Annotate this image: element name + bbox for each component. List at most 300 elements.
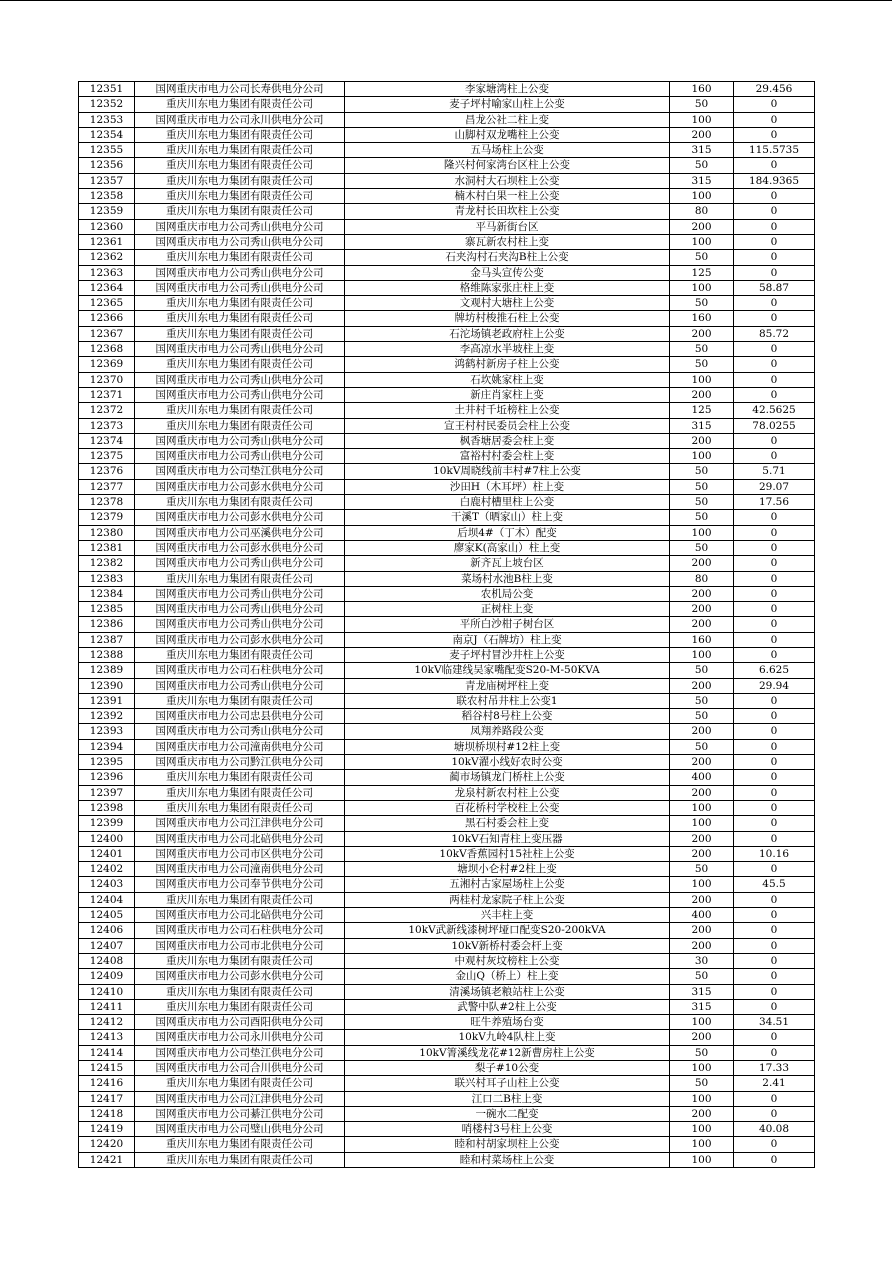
transformer-name-cell: 10kV临建线吴家嘴配变S20-M-50KVA — [345, 663, 670, 678]
transformer-name-cell: 青龙庙树坪柱上变 — [345, 678, 670, 693]
value-cell: 85.72 — [734, 326, 815, 341]
transformer-name-cell: 梨子#10公变 — [345, 1061, 670, 1076]
capacity-cell: 200 — [670, 923, 734, 938]
capacity-cell: 100 — [670, 1122, 734, 1137]
transformer-name-cell: 稻谷村8号柱上公变 — [345, 709, 670, 724]
table-row — [79, 173, 815, 188]
company-name-cell: 重庆川东电力集团有限责任公司 — [135, 999, 345, 1014]
company-name-cell: 重庆川东电力集团有限责任公司 — [135, 97, 345, 112]
table-body — [79, 82, 815, 1168]
company-name-cell: 国网重庆市电力公司北碚供电分公司 — [135, 831, 345, 846]
transformer-name-cell: 中观村灰坟榜柱上公变 — [345, 953, 670, 968]
transformer-name-cell: 昌龙公社二柱上变 — [345, 112, 670, 127]
row-id-cell: 12382 — [79, 556, 135, 571]
table-row — [79, 1076, 815, 1091]
transformer-name-cell: 清溪场镇老粮站柱上公变 — [345, 984, 670, 999]
value-cell: 0 — [734, 311, 815, 326]
row-id-cell: 12396 — [79, 770, 135, 785]
table-row — [79, 724, 815, 739]
value-cell: 0 — [734, 234, 815, 249]
capacity-cell: 50 — [670, 510, 734, 525]
company-name-cell: 国网重庆市电力公司市区供电分公司 — [135, 846, 345, 861]
company-name-cell: 国网重庆市电力公司秀山供电分公司 — [135, 342, 345, 357]
capacity-cell: 400 — [670, 908, 734, 923]
table-row — [79, 82, 815, 97]
value-cell: 0 — [734, 510, 815, 525]
table-row — [79, 923, 815, 938]
transformer-name-cell: 联农村吊井柱上公变1 — [345, 693, 670, 708]
capacity-cell: 80 — [670, 571, 734, 586]
capacity-cell: 50 — [670, 342, 734, 357]
company-name-cell: 国网重庆市电力公司潼南供电分公司 — [135, 862, 345, 877]
capacity-cell: 100 — [670, 372, 734, 387]
value-cell: 0 — [734, 342, 815, 357]
transformer-name-cell: 菜场村水池B柱上变 — [345, 571, 670, 586]
transformer-name-cell: 10kV九岭4队柱上变 — [345, 1030, 670, 1045]
value-cell: 0 — [734, 357, 815, 372]
company-name-cell: 国网重庆市电力公司彭水供电分公司 — [135, 510, 345, 525]
capacity-cell: 50 — [670, 495, 734, 510]
company-name-cell: 国网重庆市电力公司秀山供电分公司 — [135, 449, 345, 464]
table-row — [79, 693, 815, 708]
company-name-cell: 重庆川东电力集团有限责任公司 — [135, 418, 345, 433]
table-row — [79, 479, 815, 494]
row-id-cell: 12385 — [79, 602, 135, 617]
row-id-cell: 12358 — [79, 189, 135, 204]
row-id-cell: 12417 — [79, 1091, 135, 1106]
value-cell: 0 — [734, 785, 815, 800]
table-row — [79, 632, 815, 647]
transformer-name-cell: 新齐瓦上坡台区 — [345, 556, 670, 571]
company-name-cell: 国网重庆市电力公司秀山供电分公司 — [135, 265, 345, 280]
company-name-cell: 国网重庆市电力公司彭水供电分公司 — [135, 540, 345, 555]
capacity-cell: 50 — [670, 1045, 734, 1060]
table-row — [79, 908, 815, 923]
company-name-cell: 重庆川东电力集团有限责任公司 — [135, 1152, 345, 1167]
capacity-cell: 200 — [670, 602, 734, 617]
company-name-cell: 重庆川东电力集团有限责任公司 — [135, 357, 345, 372]
transformer-name-cell: 一碗水二配变 — [345, 1106, 670, 1121]
transformer-name-cell: 平所白沙柑子树台区 — [345, 617, 670, 632]
capacity-cell: 100 — [670, 1061, 734, 1076]
row-id-cell: 12371 — [79, 387, 135, 402]
value-cell: 184.9365 — [734, 173, 815, 188]
transformer-name-cell: 李高凉水半坡柱上变 — [345, 342, 670, 357]
company-name-cell: 国网重庆市电力公司黔江供电分公司 — [135, 755, 345, 770]
value-cell: 0 — [734, 693, 815, 708]
capacity-cell: 200 — [670, 1030, 734, 1045]
company-name-cell: 国网重庆市电力公司彭水供电分公司 — [135, 479, 345, 494]
value-cell: 34.51 — [734, 1015, 815, 1030]
capacity-cell: 50 — [670, 357, 734, 372]
value-cell: 0 — [734, 999, 815, 1014]
capacity-cell: 200 — [670, 127, 734, 142]
company-name-cell: 国网重庆市电力公司秀山供电分公司 — [135, 556, 345, 571]
row-id-cell: 12377 — [79, 479, 135, 494]
value-cell: 2.41 — [734, 1076, 815, 1091]
transformer-name-cell: 南京J（石牌坊）柱上变 — [345, 632, 670, 647]
row-id-cell: 12366 — [79, 311, 135, 326]
table-row — [79, 556, 815, 571]
row-id-cell: 12363 — [79, 265, 135, 280]
company-name-cell: 重庆川东电力集团有限责任公司 — [135, 892, 345, 907]
company-name-cell: 国网重庆市电力公司巫溪供电分公司 — [135, 525, 345, 540]
capacity-cell: 200 — [670, 326, 734, 341]
company-name-cell: 重庆川东电力集团有限责任公司 — [135, 953, 345, 968]
table-row — [79, 357, 815, 372]
value-cell: 17.56 — [734, 495, 815, 510]
value-cell: 10.16 — [734, 846, 815, 861]
table-row — [79, 1106, 815, 1121]
value-cell: 0 — [734, 953, 815, 968]
value-cell: 0 — [734, 1030, 815, 1045]
value-cell: 0 — [734, 296, 815, 311]
transformer-name-cell: 金山Q（桥上）柱上变 — [345, 969, 670, 984]
capacity-cell: 100 — [670, 647, 734, 662]
table-row — [79, 311, 815, 326]
transformer-name-cell: 武警中队#2柱上公变 — [345, 999, 670, 1014]
capacity-cell: 50 — [670, 739, 734, 754]
row-id-cell: 12411 — [79, 999, 135, 1014]
company-name-cell: 重庆川东电力集团有限责任公司 — [135, 296, 345, 311]
company-name-cell: 国网重庆市电力公司长寿供电分公司 — [135, 82, 345, 97]
table-row — [79, 219, 815, 234]
capacity-cell: 100 — [670, 189, 734, 204]
table-row — [79, 403, 815, 418]
value-cell: 0 — [734, 709, 815, 724]
value-cell: 0 — [734, 862, 815, 877]
company-name-cell: 国网重庆市电力公司秀山供电分公司 — [135, 586, 345, 601]
row-id-cell: 12393 — [79, 724, 135, 739]
transformer-name-cell: 10kV箐溪线龙花#12新曹房柱上公变 — [345, 1045, 670, 1060]
company-name-cell: 重庆川东电力集团有限责任公司 — [135, 204, 345, 219]
transformer-name-cell: 平马新街台区 — [345, 219, 670, 234]
capacity-cell: 50 — [670, 296, 734, 311]
table-row — [79, 433, 815, 448]
transformer-name-cell: 石沱场镇老政府柱上公变 — [345, 326, 670, 341]
row-id-cell: 12413 — [79, 1030, 135, 1045]
transformer-name-cell: 青龙村长田坎柱上公变 — [345, 204, 670, 219]
value-cell: 6.625 — [734, 663, 815, 678]
capacity-cell: 200 — [670, 724, 734, 739]
capacity-cell: 100 — [670, 449, 734, 464]
row-id-cell: 12361 — [79, 234, 135, 249]
company-name-cell: 国网重庆市电力公司秀山供电分公司 — [135, 234, 345, 249]
capacity-cell: 315 — [670, 418, 734, 433]
capacity-cell: 100 — [670, 800, 734, 815]
transformer-name-cell: 金马头宣传公变 — [345, 265, 670, 280]
capacity-cell: 50 — [670, 663, 734, 678]
capacity-cell: 200 — [670, 219, 734, 234]
row-id-cell: 12372 — [79, 403, 135, 418]
value-cell: 0 — [734, 831, 815, 846]
table-row — [79, 127, 815, 142]
value-cell: 29.07 — [734, 479, 815, 494]
capacity-cell: 100 — [670, 816, 734, 831]
company-name-cell: 国网重庆市电力公司合川供电分公司 — [135, 1061, 345, 1076]
row-id-cell: 12362 — [79, 250, 135, 265]
transformer-name-cell: 后坝4#（丁木）配变 — [345, 525, 670, 540]
capacity-cell: 50 — [670, 540, 734, 555]
value-cell: 0 — [734, 602, 815, 617]
value-cell: 78.0255 — [734, 418, 815, 433]
value-cell: 0 — [734, 969, 815, 984]
capacity-cell: 100 — [670, 1152, 734, 1167]
value-cell: 0 — [734, 892, 815, 907]
transformer-name-cell: 塘坝桥坝村#12柱上变 — [345, 739, 670, 754]
capacity-cell: 50 — [670, 158, 734, 173]
row-id-cell: 12379 — [79, 510, 135, 525]
transformer-name-cell: 麦子坪村喻家山柱上公变 — [345, 97, 670, 112]
value-cell: 0 — [734, 571, 815, 586]
table-row — [79, 816, 815, 831]
table-row — [79, 525, 815, 540]
value-cell: 0 — [734, 204, 815, 219]
transformer-name-cell: 文观村大塘柱上公变 — [345, 296, 670, 311]
table-row — [79, 877, 815, 892]
row-id-cell: 12416 — [79, 1076, 135, 1091]
value-cell: 0 — [734, 250, 815, 265]
value-cell: 0 — [734, 1091, 815, 1106]
capacity-cell: 80 — [670, 204, 734, 219]
transformer-name-cell: 10kV濯小线好农时公变 — [345, 755, 670, 770]
row-id-cell: 12398 — [79, 800, 135, 815]
value-cell: 0 — [734, 189, 815, 204]
capacity-cell: 160 — [670, 632, 734, 647]
capacity-cell: 200 — [670, 1106, 734, 1121]
capacity-cell: 125 — [670, 403, 734, 418]
value-cell: 0 — [734, 923, 815, 938]
capacity-cell: 125 — [670, 265, 734, 280]
company-name-cell: 重庆川东电力集团有限责任公司 — [135, 1137, 345, 1152]
company-name-cell: 重庆川东电力集团有限责任公司 — [135, 800, 345, 815]
capacity-cell: 315 — [670, 143, 734, 158]
company-name-cell: 重庆川东电力集团有限责任公司 — [135, 785, 345, 800]
capacity-cell: 315 — [670, 999, 734, 1014]
table-row — [79, 678, 815, 693]
table-row — [79, 97, 815, 112]
company-name-cell: 国网重庆市电力公司江津供电分公司 — [135, 816, 345, 831]
row-id-cell: 12368 — [79, 342, 135, 357]
transformer-name-cell: 黑石村委会柱上变 — [345, 816, 670, 831]
table-row — [79, 1122, 815, 1137]
row-id-cell: 12390 — [79, 678, 135, 693]
capacity-cell: 200 — [670, 785, 734, 800]
value-cell: 0 — [734, 265, 815, 280]
company-name-cell: 重庆川东电力集团有限责任公司 — [135, 326, 345, 341]
row-id-cell: 12407 — [79, 938, 135, 953]
company-name-cell: 重庆川东电力集团有限责任公司 — [135, 403, 345, 418]
table-row — [79, 586, 815, 601]
value-cell: 0 — [734, 540, 815, 555]
capacity-cell: 200 — [670, 433, 734, 448]
capacity-cell: 100 — [670, 1091, 734, 1106]
table-row — [79, 755, 815, 770]
company-name-cell: 国网重庆市电力公司市北供电分公司 — [135, 938, 345, 953]
transformer-name-cell: 隆兴村何家湾台区柱上公变 — [345, 158, 670, 173]
transformer-name-cell: 10kV新桥村委会杆上变 — [345, 938, 670, 953]
company-name-cell: 重庆川东电力集团有限责任公司 — [135, 158, 345, 173]
company-name-cell: 国网重庆市电力公司酉阳供电分公司 — [135, 1015, 345, 1030]
value-cell: 42.5625 — [734, 403, 815, 418]
value-cell: 0 — [734, 387, 815, 402]
row-id-cell: 12415 — [79, 1061, 135, 1076]
transformer-name-cell: 哨楼村3号柱上公变 — [345, 1122, 670, 1137]
row-id-cell: 12370 — [79, 372, 135, 387]
capacity-cell: 100 — [670, 1137, 734, 1152]
transformer-name-cell: 新庄肖家柱上变 — [345, 387, 670, 402]
transformer-name-cell: 李家塘湾柱上公变 — [345, 82, 670, 97]
company-name-cell: 国网重庆市电力公司江津供电分公司 — [135, 1091, 345, 1106]
company-name-cell: 国网重庆市电力公司永川供电分公司 — [135, 112, 345, 127]
table-row — [79, 1030, 815, 1045]
value-cell: 0 — [734, 938, 815, 953]
transformer-name-cell: 五湘村古家屋场柱上公变 — [345, 877, 670, 892]
value-cell: 0 — [734, 816, 815, 831]
transformer-name-cell: 白鹿村槽里柱上公变 — [345, 495, 670, 510]
row-id-cell: 12351 — [79, 82, 135, 97]
transformer-table — [78, 81, 815, 1168]
page-top-border — [0, 0, 892, 1]
row-id-cell: 12369 — [79, 357, 135, 372]
company-name-cell: 国网重庆市电力公司秀山供电分公司 — [135, 724, 345, 739]
row-id-cell: 12395 — [79, 755, 135, 770]
company-name-cell: 国网重庆市电力公司秀山供电分公司 — [135, 372, 345, 387]
transformer-name-cell: 龙泉村新农村柱上公变 — [345, 785, 670, 800]
company-name-cell: 国网重庆市电力公司忠县供电分公司 — [135, 709, 345, 724]
transformer-name-cell: 格维陈家张庄柱上变 — [345, 280, 670, 295]
capacity-cell: 200 — [670, 755, 734, 770]
table-row — [79, 189, 815, 204]
transformer-name-cell: 沙田H（木耳坪）柱上变 — [345, 479, 670, 494]
row-id-cell: 12381 — [79, 540, 135, 555]
table-row — [79, 280, 815, 295]
company-name-cell: 国网重庆市电力公司奉节供电分公司 — [135, 877, 345, 892]
row-id-cell: 12375 — [79, 449, 135, 464]
row-id-cell: 12409 — [79, 969, 135, 984]
transformer-name-cell: 五马场柱上公变 — [345, 143, 670, 158]
company-name-cell: 国网重庆市电力公司綦江供电分公司 — [135, 1106, 345, 1121]
value-cell: 0 — [734, 112, 815, 127]
row-id-cell: 12420 — [79, 1137, 135, 1152]
value-cell: 0 — [734, 647, 815, 662]
table-row — [79, 1045, 815, 1060]
table-row — [79, 800, 815, 815]
transformer-name-cell: 枫香塘居委会柱上变 — [345, 433, 670, 448]
transformer-name-cell: 土井村千坵榜柱上公变 — [345, 403, 670, 418]
row-id-cell: 12357 — [79, 173, 135, 188]
value-cell: 0 — [734, 1137, 815, 1152]
table-row — [79, 739, 815, 754]
table-row — [79, 387, 815, 402]
company-name-cell: 重庆川东电力集团有限责任公司 — [135, 693, 345, 708]
value-cell: 0 — [734, 449, 815, 464]
table-row — [79, 250, 815, 265]
company-name-cell: 重庆川东电力集团有限责任公司 — [135, 1076, 345, 1091]
capacity-cell: 100 — [670, 525, 734, 540]
capacity-cell: 100 — [670, 280, 734, 295]
company-name-cell: 国网重庆市电力公司秀山供电分公司 — [135, 602, 345, 617]
row-id-cell: 12399 — [79, 816, 135, 831]
row-id-cell: 12384 — [79, 586, 135, 601]
transformer-name-cell: 麦子坪村冒沙井柱上公变 — [345, 647, 670, 662]
capacity-cell: 400 — [670, 770, 734, 785]
transformer-name-cell: 廖家K(高家山）柱上变 — [345, 540, 670, 555]
company-name-cell: 重庆川东电力集团有限责任公司 — [135, 770, 345, 785]
capacity-cell: 50 — [670, 250, 734, 265]
row-id-cell: 12354 — [79, 127, 135, 142]
table-row — [79, 831, 815, 846]
row-id-cell: 12355 — [79, 143, 135, 158]
row-id-cell: 12360 — [79, 219, 135, 234]
row-id-cell: 12414 — [79, 1045, 135, 1060]
capacity-cell: 200 — [670, 846, 734, 861]
transformer-name-cell: 牌坊村梭推石柱上公变 — [345, 311, 670, 326]
row-id-cell: 12367 — [79, 326, 135, 341]
capacity-cell: 50 — [670, 709, 734, 724]
row-id-cell: 12352 — [79, 97, 135, 112]
company-name-cell: 重庆川东电力集团有限责任公司 — [135, 127, 345, 142]
table-row — [79, 938, 815, 953]
table-row — [79, 785, 815, 800]
value-cell: 29.456 — [734, 82, 815, 97]
table-row — [79, 770, 815, 785]
transformer-name-cell: 干溪T（晒家山）柱上变 — [345, 510, 670, 525]
capacity-cell: 50 — [670, 97, 734, 112]
transformer-name-cell: 山脚村双龙嘴柱上公变 — [345, 127, 670, 142]
value-cell: 0 — [734, 158, 815, 173]
company-name-cell: 重庆川东电力集团有限责任公司 — [135, 571, 345, 586]
row-id-cell: 12353 — [79, 112, 135, 127]
table-row — [79, 617, 815, 632]
transformer-name-cell: 石夹沟村石夹沟B柱上公变 — [345, 250, 670, 265]
company-name-cell: 重庆川东电力集团有限责任公司 — [135, 311, 345, 326]
transformer-name-cell: 江口二B柱上变 — [345, 1091, 670, 1106]
capacity-cell: 160 — [670, 311, 734, 326]
table-row — [79, 1137, 815, 1152]
capacity-cell: 30 — [670, 953, 734, 968]
row-id-cell: 12383 — [79, 571, 135, 586]
capacity-cell: 200 — [670, 586, 734, 601]
row-id-cell: 12410 — [79, 984, 135, 999]
capacity-cell: 100 — [670, 1015, 734, 1030]
company-name-cell: 重庆川东电力集团有限责任公司 — [135, 495, 345, 510]
table-row — [79, 709, 815, 724]
row-id-cell: 12392 — [79, 709, 135, 724]
row-id-cell: 12404 — [79, 892, 135, 907]
row-id-cell: 12380 — [79, 525, 135, 540]
capacity-cell: 200 — [670, 831, 734, 846]
table-row — [79, 372, 815, 387]
company-name-cell: 国网重庆市电力公司垫江供电分公司 — [135, 1045, 345, 1060]
company-name-cell: 国网重庆市电力公司石柱供电分公司 — [135, 923, 345, 938]
company-name-cell: 国网重庆市电力公司秀山供电分公司 — [135, 617, 345, 632]
table-row — [79, 296, 815, 311]
value-cell: 0 — [734, 908, 815, 923]
transformer-name-cell: 寨瓦新农村柱上变 — [345, 234, 670, 249]
table-row — [79, 663, 815, 678]
value-cell: 40.08 — [734, 1122, 815, 1137]
transformer-name-cell: 富裕村村委会柱上变 — [345, 449, 670, 464]
value-cell: 0 — [734, 525, 815, 540]
row-id-cell: 12397 — [79, 785, 135, 800]
table-row — [79, 647, 815, 662]
company-name-cell: 国网重庆市电力公司潼南供电分公司 — [135, 739, 345, 754]
value-cell: 0 — [734, 984, 815, 999]
row-id-cell: 12376 — [79, 464, 135, 479]
table-row — [79, 892, 815, 907]
capacity-cell: 50 — [670, 1076, 734, 1091]
